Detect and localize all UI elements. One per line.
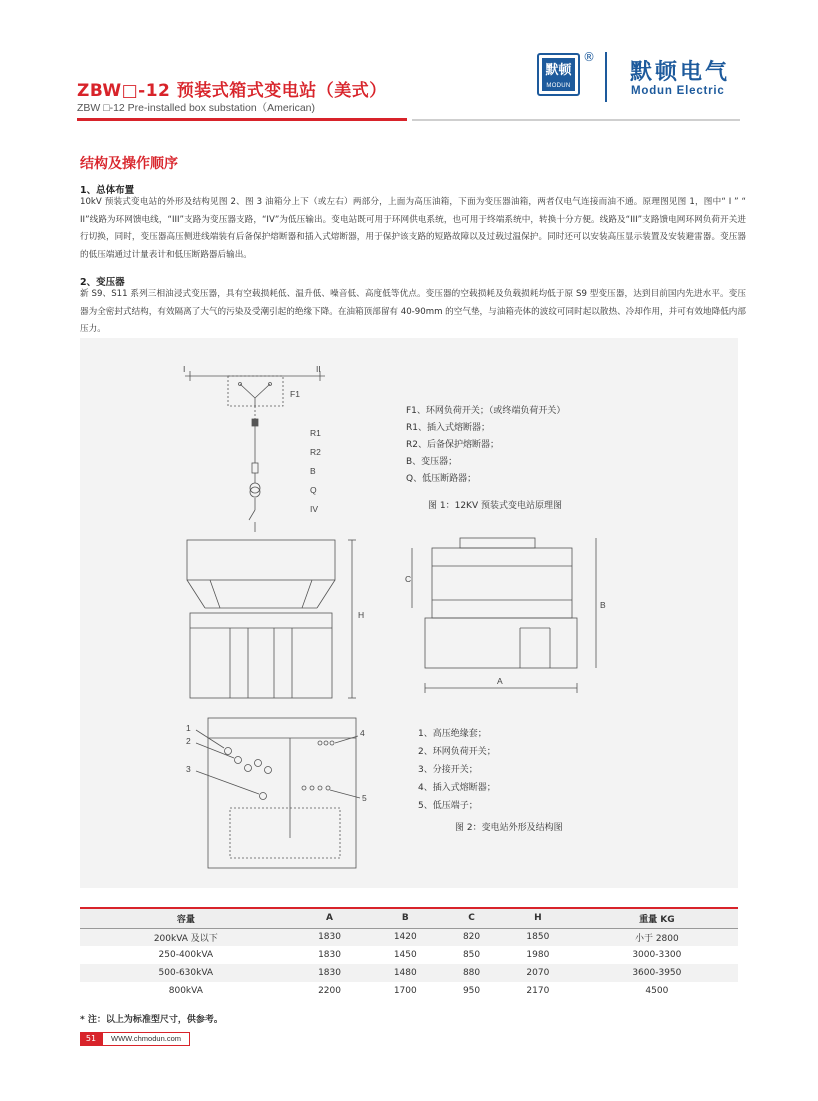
label-r2: R2 bbox=[310, 447, 321, 457]
fig1-legend-4: B、变压器； bbox=[406, 457, 458, 467]
cell: 2200 bbox=[318, 986, 341, 996]
side-base bbox=[425, 618, 577, 668]
col-c: C bbox=[468, 913, 475, 924]
logo-mark bbox=[542, 58, 575, 91]
cell: 小于 2800 bbox=[634, 933, 679, 944]
fig1-legend-2: R1、插入式熔断器； bbox=[406, 423, 490, 433]
paragraph-layout: 10kV 预装式变电站的外形及结构见图 2、图 3 油箱分上下（或左右）两部分，上面为高压油箱，下面为变压器油箱，两者仅电气连接而油不通。原理图见图 1，图中“ I ” “ II”线路为环网馈电线，“III”支路为变压器支路，“IV”为低压输出。变电站既可用于环网供电系统，也可用于终端系统中，转换十分方便。线路及“III”支路馈电网环网负荷开关进行切换，同时，变压器高压侧进线端装有后备保护熔断器和插入式熔断器，用于保护该支路的短路故障以及过载过温保护。同时还可以安装高压显示装置及安装避雷器。变压器的低压端通过计量表计和低压断路器后输出。 bbox=[80, 197, 746, 260]
cell: 500-630kVA bbox=[158, 968, 214, 978]
fuse-r1 bbox=[252, 419, 258, 426]
header-grey-rule bbox=[412, 119, 740, 121]
cell: 1420 bbox=[393, 932, 417, 943]
page-number: 51 bbox=[80, 1032, 102, 1046]
cell: 200kVA 及以下 bbox=[153, 933, 218, 944]
label-f1: F1 bbox=[290, 389, 300, 399]
label-iv: IV bbox=[310, 504, 319, 514]
logo-mark-cn: 默顿 bbox=[545, 63, 572, 78]
label-b: B bbox=[310, 466, 316, 476]
dim-h-label: H bbox=[358, 610, 365, 620]
callout-3: 3 bbox=[186, 764, 191, 774]
table-row bbox=[80, 946, 738, 964]
dim-a-label: A bbox=[497, 676, 503, 686]
subsection-heading-layout: 1、总体布置 bbox=[80, 185, 135, 196]
side-top-cap bbox=[460, 538, 535, 548]
dim-b-label: B bbox=[600, 600, 606, 610]
brand-name-en: Modun Electric bbox=[631, 85, 725, 97]
fig1-legend-3: R2、后备保护熔断器； bbox=[406, 440, 499, 450]
label-q: Q bbox=[310, 485, 317, 495]
dim-c-label: C bbox=[405, 574, 412, 584]
fig1-caption: 图 1：12KV 预装式变电站原理图 bbox=[428, 501, 562, 511]
col-capacity: 容量 bbox=[176, 914, 195, 925]
page-title: ZBW□-12 预装式箱式变电站（美式） bbox=[77, 81, 387, 101]
table-row bbox=[80, 982, 738, 1000]
col-h: H bbox=[534, 913, 542, 924]
callout-5: 5 bbox=[362, 793, 367, 803]
label-r1: R1 bbox=[310, 428, 321, 438]
breaker-q bbox=[249, 510, 255, 520]
cell: 1700 bbox=[393, 986, 417, 996]
front-cabinet-top bbox=[187, 540, 335, 580]
subsection-heading-transformer: 2、变压器 bbox=[80, 277, 125, 288]
side-tank bbox=[432, 548, 572, 618]
cell: 2070 bbox=[526, 968, 550, 978]
fig1-legend-1: F1、环网负荷开关；（或终端负荷开关） bbox=[406, 406, 566, 416]
fig2-caption: 图 2：变电站外形及结构图 bbox=[455, 823, 563, 833]
callout-2: 2 bbox=[186, 736, 191, 746]
label-line-i: I bbox=[183, 364, 186, 374]
cell: 820 bbox=[462, 932, 481, 943]
fig2-legend-5: 5、低压端子； bbox=[418, 801, 478, 811]
front-cabinet-body bbox=[190, 613, 332, 698]
brand-name-cn: 默顿电气 bbox=[630, 60, 731, 85]
fig2-legend-4: 4、插入式熔断器； bbox=[418, 783, 496, 793]
cell: 1980 bbox=[526, 950, 550, 960]
cell: 950 bbox=[462, 986, 481, 996]
cell: 250-400kVA bbox=[158, 950, 214, 960]
table-row bbox=[80, 928, 738, 946]
cell: 3600-3950 bbox=[632, 968, 682, 978]
footer-website-link[interactable]: WWW.chmodun.com bbox=[102, 1032, 190, 1046]
label-line-ii: II bbox=[316, 364, 321, 374]
cell: 1830 bbox=[318, 932, 341, 943]
brand-logo bbox=[537, 53, 580, 96]
cell: 1450 bbox=[393, 950, 417, 960]
fig2-legend-3: 3、分接开关； bbox=[418, 765, 478, 775]
col-b: B bbox=[401, 913, 409, 924]
fuse-r2 bbox=[252, 463, 258, 473]
cell: 1480 bbox=[393, 968, 417, 978]
table-header-row bbox=[80, 908, 738, 928]
header-red-rule bbox=[77, 118, 407, 121]
col-weight: 重量 KG bbox=[639, 914, 675, 925]
cell: 850 bbox=[462, 950, 481, 960]
cell: 1830 bbox=[318, 968, 341, 978]
cell: 1830 bbox=[318, 950, 341, 960]
plan-view-outline bbox=[208, 718, 356, 868]
cell: 880 bbox=[462, 968, 481, 978]
cell: 800kVA bbox=[168, 986, 203, 996]
table-row bbox=[80, 964, 738, 982]
cell: 1850 bbox=[526, 932, 550, 943]
callout-1: 1 bbox=[186, 723, 191, 733]
registered-mark: ® bbox=[583, 50, 595, 64]
switch-box-dashed bbox=[228, 376, 283, 406]
paragraph-transformer: 新 S9、S11 系列三相油浸式变压器，具有空载损耗低、温升低、噪音低、高度低等优点。变压器的空载损耗及负载损耗均低于原 S9 型变压器，达到目前国内先进水平。变压器为全密封式结构，有效隔离了大气的污染及受潮引起的绝缘下降。在油箱顶部留有 40-90mm 的空气垫，与油箱壳体的波纹可同时起以散热、冷却作用，并可有效地降低内部压力。 bbox=[80, 289, 746, 334]
logo-divider bbox=[605, 52, 607, 102]
cell: 2170 bbox=[526, 986, 550, 996]
diagram-panel bbox=[80, 338, 738, 888]
logo-mark-en: MODUN bbox=[546, 83, 571, 89]
fig2-legend-1: 1、高压绝缘套； bbox=[418, 729, 487, 739]
table-note: * 注：以上为标准型尺寸，供参考。 bbox=[80, 1015, 223, 1025]
cell: 3000-3300 bbox=[632, 950, 682, 960]
section-title: 结构及操作顺序 bbox=[80, 156, 178, 172]
callout-4: 4 bbox=[360, 728, 365, 738]
page-subtitle: ZBW □-12 Pre-installed box substation（American) bbox=[77, 102, 316, 114]
fig1-legend-5: Q、低压断路器； bbox=[406, 474, 477, 484]
fig2-legend-2: 2、环网负荷开关； bbox=[418, 747, 496, 757]
spec-table bbox=[80, 907, 738, 1000]
col-a: A bbox=[326, 913, 333, 924]
cell: 4500 bbox=[645, 986, 669, 996]
